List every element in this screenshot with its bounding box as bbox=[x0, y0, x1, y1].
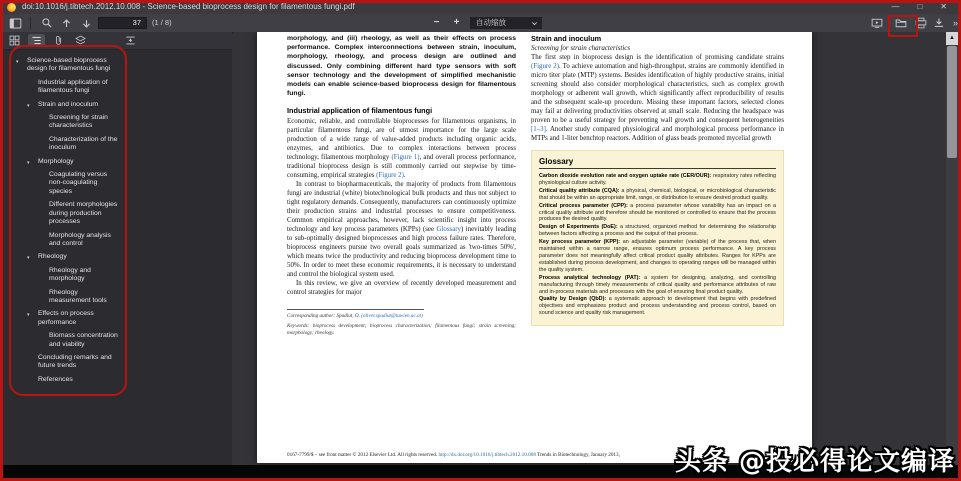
viewer-area bbox=[233, 32, 946, 465]
print-icon bbox=[915, 17, 927, 29]
page-up-icon bbox=[61, 18, 72, 29]
outline-item-label: Morphology bbox=[38, 157, 74, 165]
attachments-view-button[interactable] bbox=[50, 34, 67, 47]
current-outline-item-button[interactable] bbox=[122, 34, 139, 47]
page-right-column bbox=[531, 34, 784, 463]
paragraph: In contrast to biopharmaceuticals, the majority of products from filamentous fungi are industrial (white) biotechnological bulk products and thus not subject to tight regulatory demands. Consequently, manufacturers can continuously optimize their production strains and industrial processes to ensure competitiveness. Common empirical approaches, however, lack scientific insight into process technology and key process parameters (KPPs) (see Glossary) inevitably leading to sub-optimally designed bioprocesses and high process failure rates. Therefore, bioprocess engineers pursue two overall goals summarized as 'two-times 50%', which means twice the productivity and reducing bioprocess development time to 50%. In order to meet these economic requirements, it is necessary to understand and control the biological system used. bbox=[287, 181, 517, 279]
section-heading: Industrial application of filamentous fungi bbox=[287, 106, 433, 116]
previous-page-button[interactable] bbox=[58, 16, 75, 30]
zoom-select[interactable] bbox=[470, 17, 542, 29]
sidebar bbox=[0, 32, 232, 465]
outline-item[interactable] bbox=[0, 101, 121, 109]
glossary-box bbox=[531, 150, 784, 326]
outline-item[interactable] bbox=[0, 57, 121, 74]
outline-item-label: Rheology bbox=[38, 253, 67, 261]
keywords-note: Keywords: bioprocess development; bioprocess characterization; filamentous fungi; strain screening; morphology; rheology. bbox=[287, 323, 516, 337]
more-tools-button[interactable]: » bbox=[952, 18, 958, 28]
presentation-mode-icon bbox=[871, 17, 883, 29]
outline-item-label: Rheology measurement tools bbox=[49, 288, 107, 304]
zoom-in-button[interactable]: + bbox=[453, 17, 460, 28]
page-left-column bbox=[287, 34, 516, 463]
next-page-button[interactable] bbox=[78, 16, 95, 30]
scroll-up-arrow-icon[interactable]: ▲ bbox=[946, 32, 958, 45]
chevron-down-icon bbox=[531, 20, 538, 27]
page-footer: 0167-7799/$ – see front matter © 2012 Elsevier Ltd. All rights reserved. http://dx.doi.org/10.1016/j.tibtech.2012.10.008 Trends in Biotechnology, January 2013, bbox=[287, 452, 620, 458]
open-file-button[interactable] bbox=[892, 16, 909, 30]
toolbar-separator bbox=[30, 17, 31, 29]
current-outline-item-icon bbox=[125, 35, 136, 46]
sidebar-toggle-button[interactable] bbox=[7, 16, 24, 30]
outline-item[interactable] bbox=[0, 332, 121, 349]
outline-item-label: Biomass concentration and viability bbox=[49, 332, 118, 348]
page-count-label: (1 / 8) bbox=[152, 18, 172, 27]
zoom-select-value: 自动缩放 bbox=[476, 18, 506, 27]
outline-item[interactable] bbox=[0, 310, 121, 327]
sidebar-toggle-icon bbox=[9, 17, 22, 30]
search-icon bbox=[41, 17, 53, 29]
minimize-button[interactable]: — bbox=[891, 2, 900, 11]
print-button[interactable] bbox=[912, 16, 929, 30]
glossary-entry: Process analytical technology (PAT): a system for designing, analyzing, and controlling manufacturing through timely measurements of critical quality and performance attributes of raw and in-process materials and processes with the goal of ensuring final product quality. bbox=[539, 274, 776, 295]
download-button[interactable] bbox=[930, 16, 947, 30]
scrollbar-thumb[interactable] bbox=[947, 46, 957, 158]
outline-item[interactable] bbox=[0, 289, 121, 306]
outline-item-label: Industrial application of filamentous fungi bbox=[38, 78, 108, 95]
window-controls bbox=[891, 0, 947, 14]
maximize-button[interactable]: □ bbox=[917, 2, 923, 11]
outline-item-label: Morphology analysis and control bbox=[49, 231, 111, 247]
outline-item[interactable] bbox=[0, 114, 121, 131]
outline-item-label: Effects on process performance bbox=[38, 310, 94, 326]
outline-collapse-toggle-icon[interactable]: ▾ bbox=[16, 59, 19, 65]
outline-item[interactable] bbox=[0, 267, 121, 284]
presentation-mode-button[interactable] bbox=[868, 16, 885, 30]
outline-item-label: Screening for strain characteristics bbox=[49, 114, 108, 130]
page-number-input[interactable]: 37 bbox=[98, 17, 147, 29]
outline-item-label: Different morphologies during production processes bbox=[49, 201, 118, 226]
paragraph: Economic, reliable, and controllable bioprocesses for filamentous organisms, in particular filamentous fungi, are of utmost importance for the large scale production of a wide range of value-added products including organic acids, enzymes, and antibiotics. Due to complex interactions between process technology, filamentous morphology (Figure 1), and overall process performance, traditional bioprocess design is still commonly carried out stepwise by time-consuming, empirical strategies (Figure 2). bbox=[287, 118, 517, 180]
outline-collapse-toggle-icon[interactable]: ▾ bbox=[27, 102, 30, 109]
thumbnails-view-icon bbox=[9, 35, 20, 46]
glossary-entry: Carbon dioxide evolution rate and oxygen uptake rate (CER/OUR): respiratory rates reflecting physiological culture activity. bbox=[539, 173, 776, 186]
outline-item[interactable] bbox=[0, 376, 121, 384]
footnote-rule bbox=[287, 309, 424, 310]
outline-item[interactable] bbox=[0, 79, 121, 96]
glossary-entry: Critical quality attribute (CQA): a physical, chemical, biological, or microbiological characteristic that should be within an appropriate limit, range, or distribution to ensure desired product quality. bbox=[539, 187, 776, 201]
outline-collapse-toggle-icon[interactable]: ▾ bbox=[27, 312, 30, 319]
outline-tree bbox=[0, 53, 232, 465]
layers-view-icon bbox=[75, 35, 86, 46]
outline-item[interactable] bbox=[0, 136, 121, 153]
download-icon bbox=[933, 17, 945, 29]
search-button[interactable] bbox=[38, 16, 55, 30]
outline-item[interactable] bbox=[0, 354, 121, 371]
vertical-scrollbar[interactable] bbox=[946, 32, 958, 465]
outline-item-label: Coagulating versus non-coagulating species bbox=[49, 171, 108, 195]
outline-item-label: Rheology and morphology bbox=[49, 266, 91, 283]
outline-item[interactable] bbox=[0, 158, 121, 166]
titlebar bbox=[0, 0, 961, 14]
outline-item-label: Concluding remarks and future trends bbox=[38, 353, 112, 370]
outline-collapse-toggle-icon[interactable]: ▾ bbox=[27, 255, 30, 262]
outline-item-label: References bbox=[38, 375, 73, 383]
glossary-entry: Quality by Design (QbD): a systematic approach to development that begins with predefined objectives and emphasizes product and process understanding and process control, based on sound science and quality risk management. bbox=[539, 296, 777, 317]
attachments-view-icon bbox=[53, 35, 64, 46]
main-toolbar bbox=[0, 14, 961, 33]
glossary-entry: Key process parameter (KPP): an adjustable parameter (variable) of the process that, when maintained within a narrow range, ensures optimum process performance. A key process parameter does not meaningfully affect critical product quality attributes. Ranges for KPPs are established during process development, and changes to operating ranges will be managed within the quality system. bbox=[539, 239, 776, 273]
outline-view-icon bbox=[31, 35, 42, 46]
glossary-entries bbox=[539, 173, 776, 317]
outline-collapse-toggle-icon[interactable]: ▾ bbox=[27, 159, 30, 166]
paragraph: In this review, we give an overview of recently developed measurement and control strategies for major bbox=[287, 280, 516, 297]
left-column-paragraphs bbox=[287, 117, 516, 297]
outline-item-label: Characterization of the inoculum bbox=[49, 135, 118, 152]
outline-item[interactable] bbox=[0, 253, 121, 261]
abstract-text: morphology, and (iii) rheology, as well as their effects on process performance. Complex interconnections between strain, inoculum, morphology, rheology, and process design are outlined and discussed. Only combining different hard type sensors with soft sensor technology and the development of simplified mechanistic models can enable science-based bioprocess design for filamentous fungi. bbox=[287, 35, 516, 98]
open-file-icon bbox=[895, 17, 907, 29]
outline-item-label: Strain and inoculum bbox=[38, 100, 99, 108]
outline-item-label: Science-based bioprocess design for filamentous fungi bbox=[27, 57, 111, 73]
outline-item[interactable] bbox=[0, 201, 121, 226]
glossary-entry: Design of Experiments (DoE): a structured, organized method for determining the relationship between factors affecting a process and the output of that process. bbox=[539, 224, 777, 238]
paragraph: The first step in bioprocess design is the identification of promising candidate strains (Figure 2). To achieve automation and high-throughput, strains are commonly identified in micro titer plate (MTP) systems. Besides identification of highly productive strains, initial screening should also consider morphological characteristics, such as complex growth morphology or adherent wall growth, which significantly affect reproducibility of results and the subsequent scale-up procedure. Missing these important factors, selected clones may fail at delivering productivities observed at small scale. Reducing the headspace was proven to be a useful strategy for preventing wall growth and consequent heterogeneities [1–3]. Another study compared physiological and morphological process performance in MTPs and 1-liter benchtop reactors. Addition of glass beads promoted mycelial growth bbox=[531, 54, 784, 142]
page-down-icon bbox=[81, 18, 92, 29]
outline-item[interactable] bbox=[0, 232, 121, 249]
layers-view-button[interactable] bbox=[72, 34, 89, 47]
watermark-text: 头条 @投必得论文编译 bbox=[674, 447, 955, 477]
subsection-heading: Screening for strain characteristics bbox=[531, 44, 631, 52]
thumbnails-view-button[interactable] bbox=[6, 34, 23, 47]
glossary-entry: Critical process parameter (CPP): a process parameter whose variability has an impact on a critical quality attribute and therefore should be monitored or controlled to ensure that the process produces the desired quality. bbox=[539, 202, 776, 223]
sidebar-toolbar bbox=[0, 32, 232, 50]
glossary-title: Glossary bbox=[539, 157, 574, 166]
glossary-rule bbox=[539, 168, 776, 169]
window-title: doi:10.1016/j.tibtech.2012.10.008 - Science-based bioprocess design for filamentous fungi.pdf bbox=[22, 2, 355, 11]
corresponding-author-note: Corresponding author: Spadiut, O. (oliver.spadiut@tuwien.ac.at) bbox=[287, 313, 423, 320]
app-logo-icon bbox=[7, 3, 16, 12]
outline-view-button[interactable] bbox=[28, 34, 45, 47]
zoom-out-button[interactable]: − bbox=[433, 17, 440, 28]
section-heading: Strain and inoculum bbox=[531, 34, 602, 43]
close-button[interactable]: ✕ bbox=[940, 2, 947, 11]
pdf-page bbox=[257, 32, 812, 463]
outline-item[interactable] bbox=[0, 171, 121, 196]
